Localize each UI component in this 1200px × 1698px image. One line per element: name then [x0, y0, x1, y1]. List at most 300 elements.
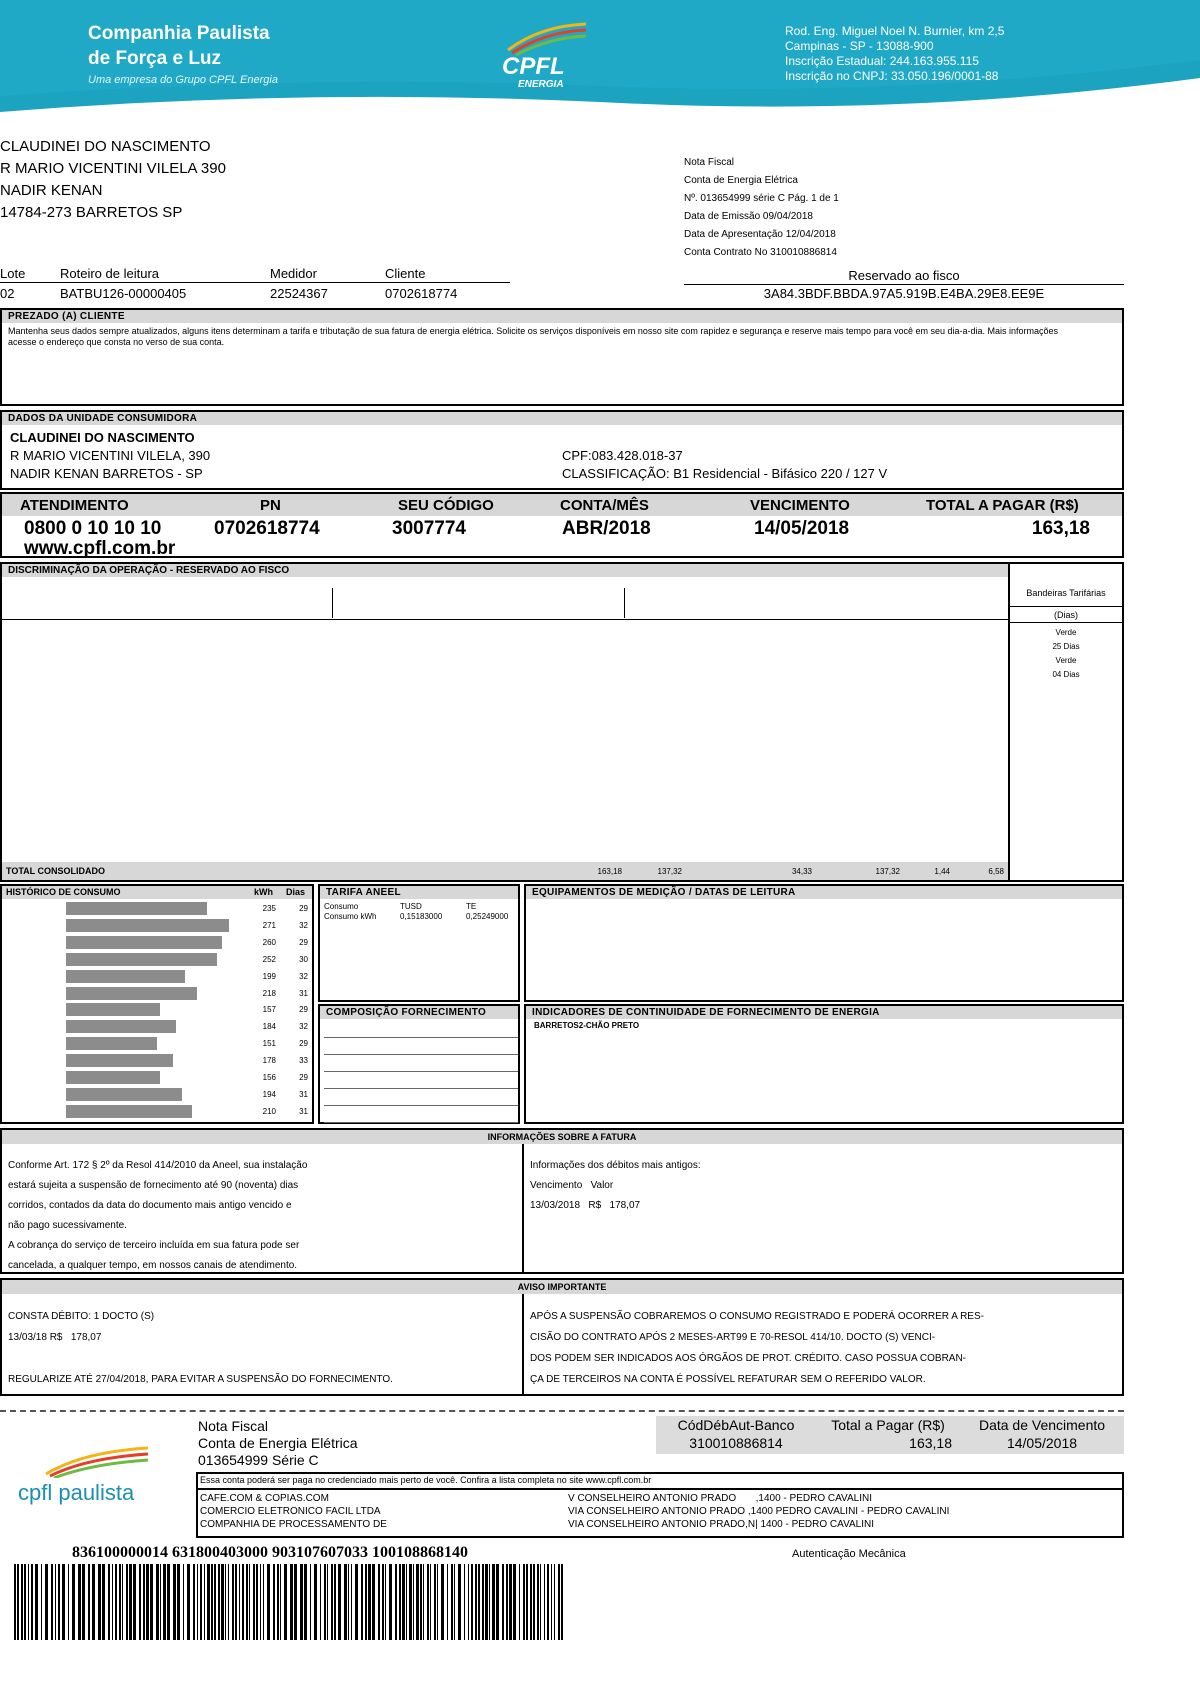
- barcode-bar: [143, 1564, 145, 1640]
- discriminacao-title: DISCRIMINAÇÃO DA OPERAÇÃO - RESERVADO AO FISCO: [2, 564, 1008, 577]
- barcode-bar: [177, 1564, 180, 1640]
- nf-line: Data de Emissão 09/04/2018: [684, 211, 813, 222]
- barcode-bar: [416, 1564, 419, 1640]
- footer-nf: [198, 1418, 358, 1469]
- hist-kwh: 218: [262, 988, 276, 998]
- pn-value: 0702618774: [214, 518, 320, 539]
- barcode-bar: [197, 1564, 198, 1640]
- aviso-left: [8, 1306, 393, 1390]
- recipient-line: CLAUDINEI DO NASCIMENTO: [0, 138, 211, 155]
- indicadores-local: BARRETOS2-CHÃO PRETO: [534, 1021, 640, 1030]
- historico-col-kwh: kWh: [254, 887, 273, 897]
- hist-dias: 32: [299, 1022, 308, 1032]
- pn-label: PN: [260, 497, 281, 514]
- hist-dias: 29: [299, 1073, 308, 1082]
- bandeira-line: 04 Dias: [1052, 670, 1080, 679]
- historico-rows: [2, 902, 312, 1122]
- agent-address: VIA CONSELHEIRO ANTONIO PRADO,N| 1400 - PEDRO CAVALINI: [568, 1519, 875, 1530]
- barcode-bar: [385, 1564, 386, 1640]
- barcode-bar: [204, 1564, 205, 1640]
- debitos-title: Informações dos débitos mais antigos:: [530, 1160, 701, 1171]
- barcode-bar: [434, 1564, 436, 1640]
- bandeiras-title: Bandeiras Tarifárias: [1026, 588, 1106, 598]
- historico-title: HISTÓRICO DE CONSUMO: [6, 887, 121, 897]
- barcode-bar: [523, 1564, 525, 1640]
- agents-right: [568, 1492, 949, 1531]
- cpfl-swoosh-icon: [500, 20, 590, 56]
- comp-divider: [324, 1122, 518, 1123]
- hist-kwh: 184: [262, 1022, 276, 1032]
- aviso-line: CONSTA DÉBITO: 1 DOCTO (S): [8, 1311, 155, 1322]
- footer-venc-value: 14/05/2018: [1006, 1435, 1078, 1451]
- informacoes-title: INFORMAÇÕES SOBRE A FATURA: [487, 1132, 637, 1142]
- informacoes-box: [0, 1128, 1124, 1274]
- company-address: [785, 24, 1004, 84]
- meta-value: 0702618774: [385, 286, 458, 301]
- total-label: TOTAL A PAGAR (R$): [926, 497, 1079, 514]
- barcode-bar: [256, 1564, 258, 1640]
- hist-kwh: 194: [262, 1089, 276, 1099]
- unidade-title: DADOS DA UNIDADE CONSUMIDORA: [2, 412, 1122, 425]
- disc-head-divider: [2, 619, 1008, 620]
- composicao-title: COMPOSIÇÃO FORNECIMENTO: [320, 1006, 518, 1019]
- hist-kwh: 271: [262, 920, 276, 930]
- atendimento-phone: 0800 0 10 10 10: [24, 518, 162, 539]
- barcode-bar: [160, 1564, 161, 1640]
- hist-bar: [66, 936, 222, 949]
- barcode-bar: [427, 1564, 429, 1640]
- barcode-bar: [304, 1564, 307, 1640]
- info-line: estará sujeita a suspensão de fornecimento até 90 (noventa) dias: [8, 1180, 299, 1191]
- hist-kwh: 156: [262, 1073, 276, 1082]
- aviso-line: 13/03/18 R$ 178,07: [8, 1332, 102, 1343]
- hist-dias: 30: [299, 954, 308, 964]
- meta-value: 22524367: [270, 286, 328, 301]
- barcode-bar: [413, 1564, 414, 1640]
- aviso-box: [0, 1278, 1124, 1396]
- aviso-line: DOS PODEM SER INDICADOS AOS ÓRGÃOS DE PROT. CRÉDITO. CASO POSSUA COBRAN-: [530, 1353, 967, 1364]
- total-consolidado-label: TOTAL CONSOLIDADO: [6, 866, 105, 876]
- barcode-bar: [156, 1564, 159, 1640]
- barcode-bar: [277, 1564, 279, 1640]
- cpfl-logo: [500, 20, 590, 90]
- debitos-head: Vencimento Valor: [530, 1180, 614, 1191]
- tarifa-title: TARIFA ANEEL: [320, 886, 518, 899]
- bandeiras-sub: (Dias): [1054, 610, 1078, 620]
- cpfl-paulista-swoosh-icon: [42, 1444, 152, 1478]
- barcode-bar: [21, 1564, 23, 1640]
- barcode-bar: [540, 1564, 541, 1640]
- hist-dias: 29: [299, 937, 308, 947]
- barcode-bar: [267, 1564, 270, 1640]
- comp-divider: [324, 1054, 518, 1055]
- hist-bar: [66, 970, 185, 983]
- cpfl-logo-sub: ENERGIA: [518, 79, 564, 90]
- meta-header: Cliente: [385, 266, 426, 281]
- barcode-bar: [17, 1564, 19, 1640]
- conta-label: CONTA/MÊS: [560, 497, 649, 514]
- barcode-bar: [468, 1564, 469, 1640]
- address-line: Inscrição no CNPJ: 33.050.196/0001-88: [785, 69, 999, 83]
- barcode-bar: [334, 1564, 336, 1640]
- hist-bar: [66, 1054, 173, 1067]
- footer-nf-line: Conta de Energia Elétrica: [198, 1435, 358, 1451]
- hist-dias: 31: [299, 988, 308, 998]
- footer-venc-label: Data de Vencimento: [978, 1417, 1106, 1433]
- barcode-bar: [225, 1564, 226, 1640]
- barcode-bar: [242, 1564, 244, 1640]
- barcode-bar: [437, 1564, 438, 1640]
- bandeira-line: 25 Dias: [1052, 642, 1080, 651]
- info-line: A cobrança do serviço de terceiro incluída em sua fatura pode ser: [8, 1240, 300, 1251]
- hist-kwh: 252: [262, 954, 276, 964]
- footer-total-label: Total a Pagar (R$): [831, 1417, 945, 1433]
- hist-kwh: 260: [262, 937, 276, 947]
- bandeira-line: Verde: [1055, 628, 1077, 637]
- vencimento-value: 14/05/2018: [754, 518, 850, 539]
- barcode-bar: [150, 1564, 153, 1640]
- fisco-box: [684, 266, 1124, 300]
- total-pis: 1,44: [934, 867, 950, 876]
- barcode-bar: [430, 1564, 431, 1640]
- barcode-bar: [146, 1564, 149, 1640]
- barcode-bar: [133, 1564, 136, 1640]
- barcode-bar: [314, 1564, 317, 1640]
- address-line: Rod. Eng. Miguel Noel N. Burnier, km 2,5: [785, 24, 1005, 38]
- barcode-bar: [454, 1564, 455, 1640]
- indicadores-table: [526, 1032, 1122, 1112]
- meta-value: 02: [0, 286, 15, 301]
- footer-venc-box: [960, 1416, 1124, 1454]
- hist-bar: [66, 1071, 160, 1084]
- aviso-line: APÓS A SUSPENSÃO COBRAREMOS O CONSUMO REGISTRADO E PODERÁ OCORRER A RES-: [530, 1311, 984, 1322]
- company-name-line2: de Força e Luz: [88, 48, 222, 69]
- nf-line: Data de Apresentação 12/04/2018: [684, 229, 836, 240]
- barcode-bar: [139, 1564, 141, 1640]
- total-valor: 163,18: [597, 867, 622, 876]
- agent-address: VIA CONSELHEIRO ANTONIO PRADO ,1400 PEDRO CAVALINI - PEDRO CAVALINI: [568, 1506, 950, 1517]
- meta-header: Medidor: [270, 266, 317, 281]
- barcode-bar: [489, 1564, 490, 1640]
- informacoes-left: [8, 1156, 307, 1276]
- barcode-bar: [389, 1564, 392, 1640]
- barcode-bar: [98, 1564, 101, 1640]
- barcode-bar: [382, 1564, 384, 1640]
- barcode-bar: [35, 1564, 38, 1640]
- meta-header: Roteiro de leitura: [60, 266, 159, 281]
- barcode-bar: [68, 1564, 69, 1640]
- barcode-bar: [464, 1564, 465, 1640]
- footer-nf-line: Nota Fiscal: [198, 1418, 269, 1434]
- unidade-address: R MARIO VICENTINI VILELA, 390: [10, 448, 211, 463]
- barcode-bar: [163, 1564, 166, 1640]
- barcode-bar: [45, 1564, 48, 1640]
- total-base-pis: 137,32: [875, 867, 900, 876]
- cpfl-paulista-logo-text: cpfl paulista: [18, 1480, 135, 1505]
- barcode-bar: [122, 1564, 123, 1640]
- info-line: cancelada, a qualquer tempo, em nossos canais de atendimento.: [8, 1260, 298, 1271]
- barcode-bar: [533, 1564, 535, 1640]
- barcode-bar: [447, 1564, 448, 1640]
- footer-nf-line: 013654999 Série C: [198, 1452, 319, 1468]
- barcode-bar: [115, 1564, 117, 1640]
- barcode-bar: [547, 1564, 549, 1640]
- fisco-label: Reservado ao fisco: [848, 268, 960, 283]
- barcode-bar: [263, 1564, 264, 1640]
- hist-kwh: 157: [262, 1005, 276, 1015]
- barcode-bar: [221, 1564, 224, 1640]
- total-icms: 34,33: [791, 867, 812, 876]
- tarifa-box: [318, 884, 520, 1002]
- unidade-city: NADIR KENAN BARRETOS - SP: [10, 466, 203, 481]
- discriminacao-table: [2, 578, 1008, 848]
- barcode-bar: [82, 1564, 85, 1640]
- barcode-bar: [211, 1564, 213, 1640]
- composicao-box: [318, 1004, 520, 1124]
- barcode-bar: [112, 1564, 113, 1640]
- agent-name: COMPANHIA DE PROCESSAMENTO DE: [200, 1519, 387, 1530]
- barcode-bar: [51, 1564, 53, 1640]
- barcode-bar: [235, 1564, 237, 1640]
- info-line: corridos, contados da data do documento mais antigo vencido e: [8, 1200, 292, 1211]
- barcode-bar: [537, 1564, 539, 1640]
- hist-dias: 32: [299, 920, 308, 930]
- barcode-bar: [193, 1564, 195, 1640]
- cpfl-paulista-logo: [14, 1444, 164, 1506]
- barcode-bar: [78, 1564, 81, 1640]
- barcode-bar: [290, 1564, 293, 1640]
- footer-total-value: 163,18: [909, 1435, 952, 1451]
- comp-divider: [324, 1088, 518, 1089]
- equipamentos-table: [526, 902, 1122, 942]
- barcode-bar: [183, 1564, 184, 1640]
- barcode-bar: [126, 1564, 128, 1640]
- hist-kwh: 178: [262, 1056, 276, 1066]
- barcode-bar: [451, 1564, 453, 1640]
- cut-line: [0, 1410, 1124, 1412]
- equipamentos-title: EQUIPAMENTOS DE MEDIÇÃO / DATAS DE LEITURA: [526, 886, 1122, 899]
- aviso-right: [530, 1306, 984, 1390]
- barcode-bar: [294, 1564, 297, 1640]
- bandeiras-list: [1011, 626, 1121, 682]
- barcode-bar: [28, 1564, 29, 1640]
- comp-divider: [324, 1037, 518, 1038]
- barcode-number: 836100000014 631800403000 903107607033 100108868140: [72, 1544, 468, 1561]
- disc-col-divider: [624, 588, 625, 618]
- atendimento-site: www.cpfl.com.br: [24, 538, 176, 559]
- codigo-label: SEU CÓDIGO: [398, 497, 494, 514]
- header-banner: [0, 0, 1200, 112]
- barcode-bar: [402, 1564, 405, 1640]
- debitos-row: 13/03/2018 R$ 178,07: [530, 1200, 641, 1211]
- historico-box: [0, 884, 314, 1124]
- nf-line: Nota Fiscal: [684, 157, 735, 168]
- nf-line: Conta Contrato No 310010886814: [684, 247, 837, 258]
- pay-note: Essa conta poderá ser paga no credenciado mais perto de você. Confira a lista completa no site www.cpfl.com.br: [200, 1475, 652, 1485]
- barcode-bar: [218, 1564, 220, 1640]
- barcode-bar: [544, 1564, 545, 1640]
- barcode-graphic: [14, 1564, 566, 1640]
- equipamentos-box: [524, 884, 1124, 1002]
- hist-dias: 31: [299, 1089, 308, 1099]
- hist-dias: 31: [299, 1106, 308, 1116]
- barcode-bar: [324, 1564, 326, 1640]
- hist-kwh: 151: [262, 1039, 276, 1049]
- hist-bar: [66, 1020, 176, 1033]
- barcode-bar: [475, 1564, 477, 1640]
- autenticacao-mecanica: Autenticação Mecânica: [792, 1548, 906, 1560]
- aviso-title: AVISO IMPORTANTE: [517, 1282, 607, 1292]
- summary-box: [0, 492, 1124, 558]
- barcode-bar: [423, 1564, 424, 1640]
- debaut-label: CódDébAut-Banco: [677, 1417, 795, 1433]
- barcode-bar: [284, 1564, 287, 1640]
- hist-dias: 32: [299, 971, 308, 981]
- company-name-line1: Companhia Paulista: [88, 23, 270, 44]
- tarifa-h1: Consumo: [324, 902, 359, 911]
- barcode-bar: [260, 1564, 261, 1640]
- barcode-bar: [368, 1564, 371, 1640]
- debaut-value: 310010886814: [689, 1435, 783, 1451]
- barcode-bar: [344, 1564, 347, 1640]
- barcode-bar: [173, 1564, 176, 1640]
- barcode-bar: [108, 1564, 110, 1640]
- agent-address: V CONSELHEIRO ANTONIO PRADO ,1400 - PEDRO CAVALINI: [568, 1493, 872, 1504]
- barcode-bar: [506, 1564, 508, 1640]
- barcode-bar: [239, 1564, 240, 1640]
- tarifa-h3: TE: [466, 902, 477, 911]
- recipient-address: [0, 136, 226, 224]
- barcode-bar: [482, 1564, 484, 1640]
- indicadores-title: INDICADORES DE CONTINUIDADE DE FORNECIMENTO DE ENERGIA: [526, 1006, 1122, 1019]
- barcode-bar: [492, 1564, 495, 1640]
- barcode-bar: [365, 1564, 367, 1640]
- barcode-bar: [513, 1564, 516, 1640]
- hist-bar: [66, 987, 197, 1000]
- barcode-bar: [378, 1564, 380, 1640]
- hist-kwh: 210: [262, 1106, 276, 1116]
- cpfl-logo-text: CPFL: [502, 53, 565, 80]
- codigo-value: 3007774: [392, 518, 466, 539]
- indicadores-box: [524, 1004, 1124, 1124]
- total-consolidado-row: [2, 862, 1008, 880]
- barcode-bar: [246, 1564, 248, 1640]
- hist-kwh: 199: [262, 971, 276, 981]
- address-line: Campinas - SP - 13088-900: [785, 39, 934, 53]
- barcode-bar: [519, 1564, 520, 1640]
- unidade-box: [0, 410, 1124, 490]
- barcode-bar: [55, 1564, 56, 1640]
- barcode-bar: [327, 1564, 328, 1640]
- tarifa-row-label: Consumo kWh: [324, 912, 377, 921]
- hist-dias: 29: [299, 1039, 308, 1049]
- barcode-bar: [310, 1564, 311, 1640]
- barcode-bar: [58, 1564, 60, 1640]
- tarifa-tusd: 0,15183000: [400, 912, 443, 921]
- agent-name: CAFE.COM & COPIAS.COM: [200, 1493, 329, 1504]
- unidade-classificacao: CLASSIFICAÇÃO: B1 Residencial - Bifásico 220 / 127 V: [562, 466, 888, 481]
- prezado-box: [0, 308, 1124, 406]
- barcode-bar: [31, 1564, 33, 1640]
- barcode-bar: [119, 1564, 121, 1640]
- barcode-bar: [558, 1564, 560, 1640]
- tarifa-h2: TUSD: [400, 902, 422, 911]
- barcode-bar: [62, 1564, 65, 1640]
- hist-bar: [66, 1037, 157, 1050]
- hist-dias: 33: [299, 1056, 308, 1066]
- barcode-bar: [102, 1564, 105, 1640]
- barcode-bar: [24, 1564, 26, 1640]
- barcode-bar: [300, 1564, 303, 1640]
- barcode-bar: [395, 1564, 397, 1640]
- barcode-bar: [253, 1564, 255, 1640]
- barcode-bar: [232, 1564, 234, 1640]
- company-tagline: Uma empresa do Grupo CPFL Energia: [88, 74, 278, 86]
- aviso-line: [8, 1348, 393, 1369]
- barcode-bar: [249, 1564, 250, 1640]
- meta-table: [0, 266, 510, 300]
- barcode-bar: [41, 1564, 42, 1640]
- barcode-bar: [280, 1564, 281, 1640]
- comp-divider: [324, 1071, 518, 1072]
- barcode-bar: [92, 1564, 95, 1640]
- barcode-bar: [526, 1564, 528, 1640]
- barcode-bar: [551, 1564, 552, 1640]
- agent-name: COMERCIO ELETRONICO FACIL LTDA: [200, 1506, 381, 1517]
- meta-header: Lote: [0, 266, 26, 281]
- barcode-bar: [485, 1564, 488, 1640]
- barcode-bar: [509, 1564, 512, 1640]
- total-cofins: 6,58: [988, 867, 1004, 876]
- nota-fiscal-info: [684, 154, 839, 262]
- nf-line: Conta de Energia Elétrica: [684, 175, 798, 186]
- barcode-bar: [214, 1564, 216, 1640]
- info-line: Conforme Art. 172 § 2º da Resol 414/2010 da Aneel, sua instalação: [8, 1160, 308, 1171]
- disc-col-divider: [332, 588, 333, 618]
- conta-value: ABR/2018: [562, 518, 651, 539]
- barcode-bar: [187, 1564, 190, 1640]
- vencimento-label: VENCIMENTO: [750, 497, 850, 514]
- total-value: 163,18: [1031, 518, 1090, 539]
- hist-dias: 29: [299, 1005, 308, 1015]
- barcode-bar: [496, 1564, 499, 1640]
- discriminacao-box: [0, 562, 1124, 882]
- footer-total-box: [816, 1416, 960, 1454]
- barcode-bar: [72, 1564, 75, 1640]
- unidade-cpf: CPF:083.428.018-37: [562, 448, 683, 463]
- barcode-bar: [361, 1564, 363, 1640]
- informacoes-right: [530, 1156, 701, 1216]
- barcode-bar: [409, 1564, 412, 1640]
- hist-kwh: 235: [262, 904, 276, 913]
- tarifa-te: 0,25249000: [466, 912, 509, 921]
- hist-bar: [66, 1003, 160, 1016]
- barcode-bar: [561, 1564, 563, 1640]
- barcode-bar: [167, 1564, 170, 1640]
- prezado-title: PREZADO (A) CLIENTE: [2, 310, 1122, 323]
- total-base-icms: 137,32: [657, 867, 682, 876]
- barcode-bar: [406, 1564, 407, 1640]
- barcode-bar: [14, 1564, 16, 1640]
- barcode-bar: [372, 1564, 375, 1640]
- barcode-bar: [478, 1564, 480, 1640]
- barcode-bar: [355, 1564, 358, 1640]
- debaut-box: [656, 1416, 816, 1454]
- barcode-bar: [458, 1564, 461, 1640]
- agents-left: [200, 1492, 387, 1531]
- fisco-value: 3A84.3BDF.BBDA.97A5.919B.E4BA.29E8.EE9E: [763, 286, 1045, 301]
- aviso-line: ÇA DE TERCEIROS NA CONTA É POSSÍVEL REFATURAR SEM O REFERIDO VALOR.: [530, 1374, 926, 1385]
